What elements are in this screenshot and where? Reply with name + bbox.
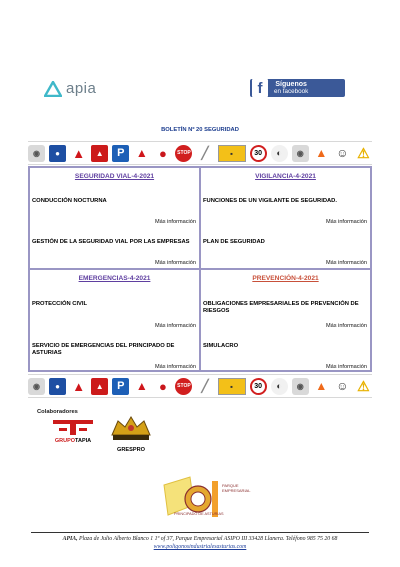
facebook-follow-label: [274, 81, 308, 95]
article-title[interactable]: SERVICIO DE EMERGENCIAS DEL PRINCIPADO DE ASTURIAS: [32, 343, 175, 356]
dome-camera-icon: ◐: [271, 378, 288, 395]
section-vigilancia: [200, 167, 371, 269]
grespro-logo-text: GRESPRO: [117, 447, 145, 453]
facebook-line2: en facebook: [274, 88, 309, 95]
hydrant-icon: ▲: [133, 378, 150, 395]
security-guard-icon: ☺: [334, 145, 351, 162]
footer-website-link[interactable]: www.poligonosindustrialesasturias.com: [153, 544, 247, 550]
article-title[interactable]: CONDUCCIÓN NOCTURNA: [32, 198, 107, 204]
more-info-link[interactable]: Más información: [154, 364, 196, 370]
parking-icon: P: [112, 378, 129, 395]
more-info-link[interactable]: Más información: [325, 364, 367, 370]
apia-logo[interactable]: [44, 80, 96, 97]
collaborators-title: Colaboradores: [37, 409, 78, 415]
more-info-link[interactable]: Más información: [154, 219, 196, 225]
lock-icon: ●: [49, 378, 66, 395]
apia-logo-text: apia: [66, 80, 97, 97]
section-heading[interactable]: PREVENCIÓN-4-2021: [252, 275, 319, 282]
camera-icon: ◉: [292, 145, 309, 162]
tapia-prefix: GRUPO: [54, 438, 76, 444]
footer-divider: [31, 532, 369, 533]
helmet-icon: ●: [154, 145, 171, 162]
article-title[interactable]: FUNCIONES DE UN VIGILANTE DE SEGURIDAD.: [203, 198, 337, 204]
more-info-link[interactable]: Más información: [154, 260, 196, 266]
section-heading[interactable]: SEGURIDAD VIAL-4-2021: [74, 173, 155, 180]
section-prevencion: [200, 269, 371, 371]
security-guard-icon: ☺: [334, 378, 351, 395]
extinguisher-icon: ▲: [70, 378, 87, 395]
facebook-follow-button[interactable]: [250, 79, 345, 97]
article-title[interactable]: OBLIGACIONES EMPRESARIALES DE PREVENCIÓN DE RIESGOS: [203, 301, 359, 314]
helmet-icon: ●: [154, 378, 171, 395]
section-heading[interactable]: EMERGENCIAS-4-2021: [78, 275, 151, 282]
bulletin-grid: [28, 166, 372, 372]
footer-org: APIA,: [62, 536, 78, 542]
speed-30-icon: 30: [250, 145, 267, 162]
hazard-icon: ⚠: [355, 145, 372, 162]
barrier-icon: ╱: [197, 145, 214, 162]
tapia-name: TAPIA: [75, 438, 92, 444]
article-title[interactable]: PROTECCIÓN CIVIL: [32, 301, 88, 307]
article-title[interactable]: SIMULACRO: [203, 343, 239, 349]
bulletin-title: BOLETÍN Nº 20 SEGURIDAD: [161, 127, 239, 133]
hazard-icon: ⚠: [355, 378, 372, 395]
fire-alarm-icon: ▲: [91, 145, 108, 162]
tapia-logo-text: [45, 438, 101, 444]
footer: [0, 535, 400, 551]
emblem-text-bottom: PRINCIPADO DE ASTURIAS: [174, 512, 224, 516]
warning-sign-icon: ■: [218, 145, 246, 162]
warning-sign-icon: ■: [218, 378, 246, 395]
fire-alarm-icon: ▲: [91, 378, 108, 395]
cone-icon: ▲: [313, 145, 330, 162]
grupo-tapia-logo[interactable]: [45, 418, 101, 450]
hydrant-icon: ▲: [133, 145, 150, 162]
camera-icon: ◉: [28, 145, 45, 162]
grespro-logo[interactable]: [108, 413, 154, 453]
more-info-link[interactable]: Más información: [325, 219, 367, 225]
extinguisher-icon: ▲: [70, 145, 87, 162]
parque-empresarial-emblem: [160, 475, 265, 523]
article-title[interactable]: GESTIÓN DE LA SEGURIDAD VIAL POR LAS EMPRESAS: [32, 239, 190, 245]
more-info-link[interactable]: Más información: [325, 323, 367, 329]
icon-strip-top: [28, 141, 372, 165]
camera-icon: ◉: [28, 378, 45, 395]
section-heading[interactable]: VIGILANCIA-4-2021: [255, 173, 316, 180]
footer-address: Plaza de Julio Alberto Blanco 1 1º of 37, Parque Empresarial ASIPO III 33428 Llanera. Teléfono 985 75 20 68: [77, 536, 338, 542]
stop-sign-icon: STOP: [175, 378, 192, 395]
section-emergencias: [29, 269, 200, 371]
lock-icon: ●: [49, 145, 66, 162]
tapia-logo-mark-icon: [45, 418, 101, 438]
more-info-link[interactable]: Más información: [325, 260, 367, 266]
grespro-logo-mark-icon: [108, 413, 154, 445]
camera-icon: ◉: [292, 378, 309, 395]
dome-camera-icon: ◐: [271, 145, 288, 162]
facebook-icon: f: [252, 79, 268, 97]
parking-icon: P: [112, 145, 129, 162]
barrier-icon: ╱: [197, 378, 214, 395]
section-seguridad-vial: [29, 167, 200, 269]
more-info-link[interactable]: Más información: [154, 323, 196, 329]
facebook-line1: Síguenos: [275, 81, 307, 88]
article-title[interactable]: PLAN DE SEGURIDAD: [203, 239, 265, 245]
cone-icon: ▲: [313, 378, 330, 395]
emblem-text-top: PARQUE EMPRESARIAL: [222, 483, 251, 493]
apia-triangle-icon: [44, 81, 62, 97]
stop-sign-icon: STOP: [175, 145, 192, 162]
icon-strip-bottom: [28, 374, 372, 398]
speed-30-icon: 30: [250, 378, 267, 395]
